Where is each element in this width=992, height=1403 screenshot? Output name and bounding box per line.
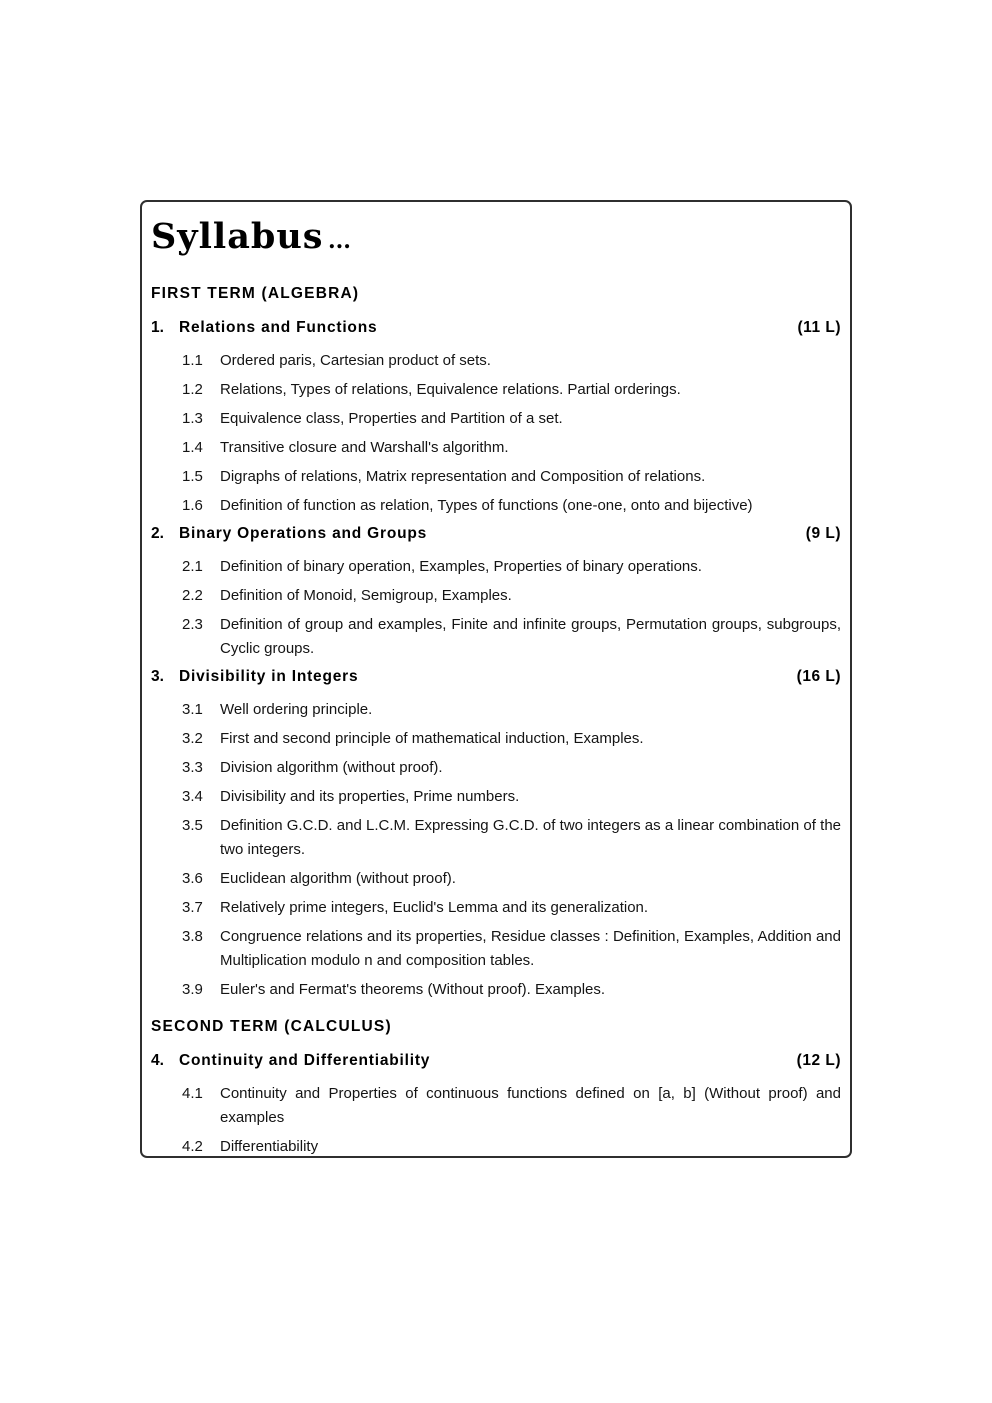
chapter-number: 2. — [151, 525, 164, 542]
syllabus-item — [151, 727, 841, 751]
item-text: Divisibility and its properties, Prime numbers. — [220, 788, 520, 805]
syllabus-item — [151, 555, 841, 579]
syllabus-item — [151, 867, 841, 891]
syllabus-item — [151, 407, 841, 431]
item-text: Continuity and Properties of continuous functions defined on [a, b] (Without proof) and examples — [220, 1085, 841, 1126]
item-number: 4.2 — [182, 1138, 203, 1155]
item-text: Well ordering principle. — [220, 701, 373, 718]
item-text: Relations, Types of relations, Equivalence relations. Partial orderings. — [220, 381, 681, 398]
syllabus-item — [151, 378, 841, 402]
item-number: 3.2 — [182, 730, 203, 747]
chapter-title: Divisibility in Integers — [179, 668, 359, 685]
chapter-title: Binary Operations and Groups — [179, 525, 428, 542]
chapter-number: 4. — [151, 1052, 164, 1069]
syllabus-box — [140, 200, 852, 1158]
item-text: Equivalence class, Properties and Partition of a set. — [220, 410, 563, 427]
syllabus-item — [151, 584, 841, 608]
item-number: 2.3 — [182, 616, 203, 633]
syllabus-title-text: Syllabus — [151, 216, 324, 257]
syllabus-title-ellipsis: ... — [327, 228, 351, 254]
item-number: 3.4 — [182, 788, 203, 805]
item-number: 3.1 — [182, 701, 203, 718]
syllabus-item — [151, 465, 841, 489]
item-text: Definition G.C.D. and L.C.M. Expressing G.C.D. of two integers as a linear combination of the two integers. — [220, 817, 841, 858]
item-number: 3.9 — [182, 981, 203, 998]
chapter-hours: (16 L) — [796, 668, 841, 685]
chapter-title: Relations and Functions — [179, 319, 378, 336]
item-text: Definition of binary operation, Examples, Properties of binary operations. — [220, 558, 702, 575]
item-text: Division algorithm (without proof). — [220, 759, 443, 776]
item-number: 3.7 — [182, 899, 203, 916]
item-number: 1.5 — [182, 468, 203, 485]
chapter-hours: (11 L) — [797, 319, 841, 336]
item-text: First and second principle of mathematical induction, Examples. — [220, 730, 644, 747]
chapter-hours: (9 L) — [805, 525, 841, 542]
item-number: 1.4 — [182, 439, 203, 456]
item-text: Definition of group and examples, Finite and infinite groups, Permutation groups, subgroups, Cyclic groups. — [220, 616, 841, 657]
syllabus-item — [151, 436, 841, 460]
item-number: 3.3 — [182, 759, 203, 776]
chapter-number: 3. — [151, 668, 164, 685]
syllabus-item — [151, 1135, 841, 1158]
chapter-heading-1 — [151, 317, 841, 339]
item-text: Digraphs of relations, Matrix representation and Composition of relations. — [220, 468, 706, 485]
item-text: Differentiability — [220, 1138, 319, 1155]
item-text: Definition of function as relation, Types of functions (one-one, onto and bijective) — [220, 497, 753, 514]
item-text: Relatively prime integers, Euclid's Lemma and its generalization. — [220, 899, 649, 916]
item-text: Euler's and Fermat's theorems (Without proof). Examples. — [220, 981, 606, 998]
chapter-number: 1. — [151, 319, 164, 336]
page-title — [151, 216, 841, 257]
item-number: 3.8 — [182, 928, 203, 945]
chapter-heading-2 — [151, 523, 841, 545]
syllabus-item — [151, 698, 841, 722]
syllabus-item — [151, 613, 841, 661]
syllabus-item — [151, 896, 841, 920]
item-number: 1.1 — [182, 352, 203, 369]
item-text: Ordered paris, Cartesian product of sets. — [220, 352, 491, 369]
item-text: Transitive closure and Warshall's algorithm. — [220, 439, 509, 456]
term-heading-first-term: FIRST TERM (ALGEBRA) — [151, 285, 360, 302]
item-text: Congruence relations and its properties, Residue classes : Definition, Examples, Addition and Multiplication modulo n and composition tables. — [220, 928, 841, 969]
item-number: 3.6 — [182, 870, 203, 887]
chapter-heading-4 — [151, 1050, 841, 1072]
syllabus-item — [151, 925, 841, 973]
syllabus-item — [151, 978, 841, 1002]
syllabus-item — [151, 494, 841, 518]
syllabus-item — [151, 1082, 841, 1130]
item-number: 2.2 — [182, 587, 203, 604]
item-number: 4.1 — [182, 1085, 203, 1102]
chapter-title: Continuity and Differentiability — [179, 1052, 431, 1069]
chapter-hours: (12 L) — [796, 1052, 841, 1069]
item-text: Definition of Monoid, Semigroup, Examples. — [220, 587, 512, 604]
syllabus-item — [151, 349, 841, 373]
syllabus-item — [151, 785, 841, 809]
item-number: 1.3 — [182, 410, 203, 427]
syllabus-item — [151, 814, 841, 862]
item-text: Euclidean algorithm (without proof). — [220, 870, 456, 887]
item-number: 1.6 — [182, 497, 203, 514]
item-number: 1.2 — [182, 381, 203, 398]
term-heading-second-term: SECOND TERM (CALCULUS) — [151, 1018, 392, 1035]
chapter-heading-3 — [151, 666, 841, 688]
syllabus-item — [151, 756, 841, 780]
item-number: 2.1 — [182, 558, 203, 575]
item-number: 3.5 — [182, 817, 203, 834]
